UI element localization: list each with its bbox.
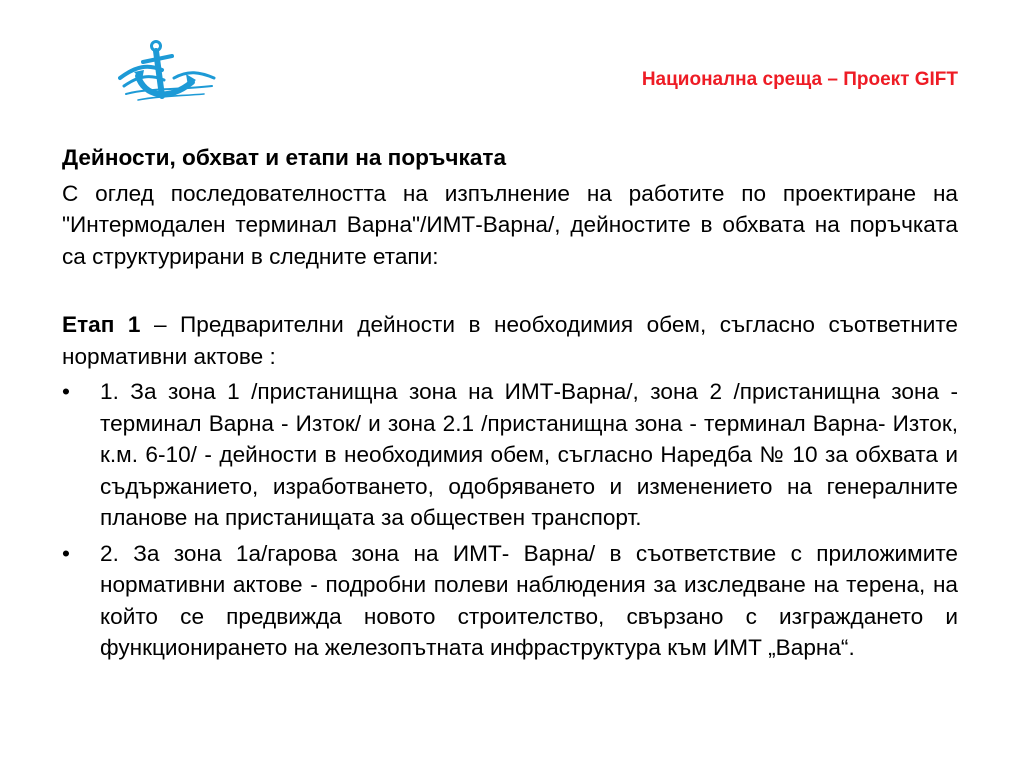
section-heading: Дейности, обхват и етапи на поръчката <box>62 145 507 170</box>
stage-paragraph <box>62 309 958 372</box>
bullet-icon: • <box>62 379 70 404</box>
intro-paragraph: С оглед последователността на изпълнение на работите по проектиране на "Интермодален терминал Варна"/ИМТ-Варна/, дейностите в обхвата на поръчката са структурирани в следните етапи: <box>62 180 958 269</box>
bullet-list <box>62 376 958 664</box>
stage-label: Етап 1 <box>62 312 141 337</box>
document-body <box>62 142 958 668</box>
list-item-text: 2. За зона 1а/гарова зона на ИМТ- Варна/ в съответствие с приложимите нормативни актове - подробни полеви наблюдения за изследване на терена, на който се предвижда новото строителство, свързано с изграждането и функционирането на железопътната инфраструктура към ИМТ „Варна“. <box>100 540 958 660</box>
list-item <box>62 376 958 534</box>
header-title: Национална среща – Проект GIFT <box>641 69 958 90</box>
anchor-logo-icon <box>118 36 218 106</box>
list-item-text: 1. За зона 1 /пристанищна зона на ИМТ-Варна/, зона 2 /пристанищна зона - терминал Варна - Изток/ и зона 2.1 /пристанищна зона - терминал Варна- Изток, к.м. 6-10/ - дейности в необходимия обем, съгласно Наредба № 10 за обхвата и съдържанието, изработването, одобряването и изменението на генералните планове на пристанищата за обществен транспорт. <box>100 379 958 530</box>
bullet-icon: • <box>62 540 70 566</box>
stage-text: – Предварителни дейности в необходимия обем, съгласно съответните нормативни актове : <box>62 312 959 369</box>
list-item <box>62 538 958 664</box>
